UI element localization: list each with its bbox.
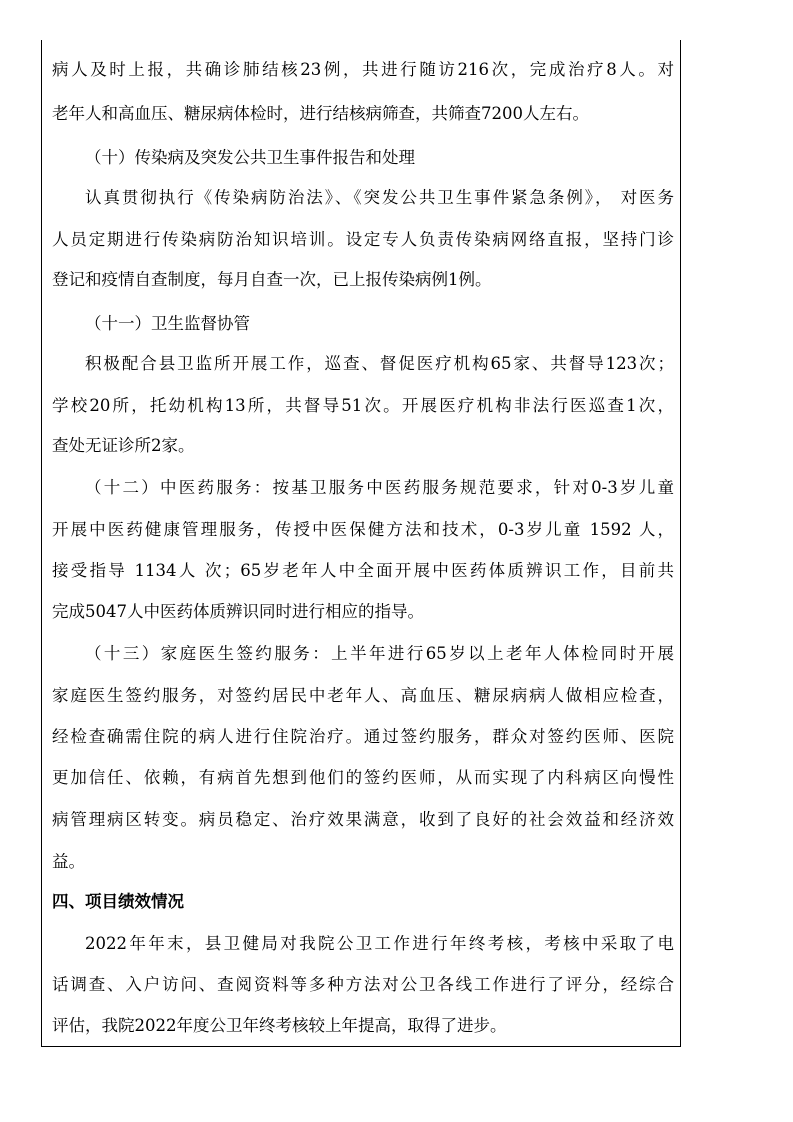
text-line: 老年人和高血压、糖尿病体检时，进行结核病筛查，共筛查7200人左右。 [52, 104, 589, 123]
text-line: 病人及时上报，共确诊肺结核23例，共进行随访216次，完成治疗8人。对 [52, 60, 674, 79]
text-line: 更加信任、依赖，有病首先想到他们的签约医师，从而实现了内科病区向慢性 [52, 768, 674, 787]
text-line: 人员定期进行传染病防治知识培训。设定专人负责传染病网络直报，坚持门诊 [52, 230, 674, 249]
text-line: 话调查、入户访问、查阅资料等多种方法对公卫各线工作进行了评分，经综合 [52, 975, 674, 994]
text-line: 益。 [52, 852, 85, 871]
text-line: 2022年年末，县卫健局对我院公卫工作进行年终考核，考核中采取了电 [85, 934, 674, 953]
section-heading-11: （十一）卫生监督协管 [85, 314, 250, 333]
text-line: 评估，我院2022年度公卫年终考核较上年提高，取得了进步。 [52, 1016, 507, 1035]
text-line: 经检查确需住院的病人进行住院治疗。通过签约服务，群众对签约医师、医院 [52, 727, 674, 746]
section-heading-12: （十二）中医药服务：按基卫服务中医药服务规范要求，针对0-3岁儿童 [85, 478, 674, 497]
text-line: 开展中医药健康管理服务，传授中医保健方法和技术，0-3岁儿童 1592 人， [52, 520, 674, 539]
text-line: 认真贯彻执行《传染病防治法》、《突发公共卫生事件紧急条例》， 对医务 [85, 188, 674, 207]
text-line: 查处无证诊所2家。 [52, 436, 195, 455]
section-heading-4: 四、项目绩效情况 [52, 892, 184, 911]
text-line: 接受指导 1134人 次；65岁老年人中全面开展中医药体质辨识工作，目前共 [52, 561, 674, 580]
text-line: 家庭医生签约服务，对签约居民中老年人、高血压、糖尿病病人做相应检查， [52, 686, 674, 705]
text-line: 完成5047人中医药体质辨识同时进行相应的指导。 [52, 602, 424, 621]
text-line: 积极配合县卫监所开展工作，巡查、督促医疗机构65家、共督导123次； [85, 354, 674, 373]
section-heading-13: （十三）家庭医生签约服务：上半年进行65岁以上老年人体检同时开展 [85, 644, 674, 663]
section-heading-10: （十）传染病及突发公共卫生事件报告和处理 [85, 148, 415, 167]
text-line: 登记和疫情自查制度，每月自查一次，已上报传染病例1例。 [52, 270, 492, 289]
text-line: 学校20所，托幼机构13所，共督导51次。开展医疗机构非法行医巡查1次， [52, 396, 674, 415]
text-line: 病管理病区转变。病员稳定、治疗效果满意，收到了良好的社会效益和经济效 [52, 810, 674, 829]
